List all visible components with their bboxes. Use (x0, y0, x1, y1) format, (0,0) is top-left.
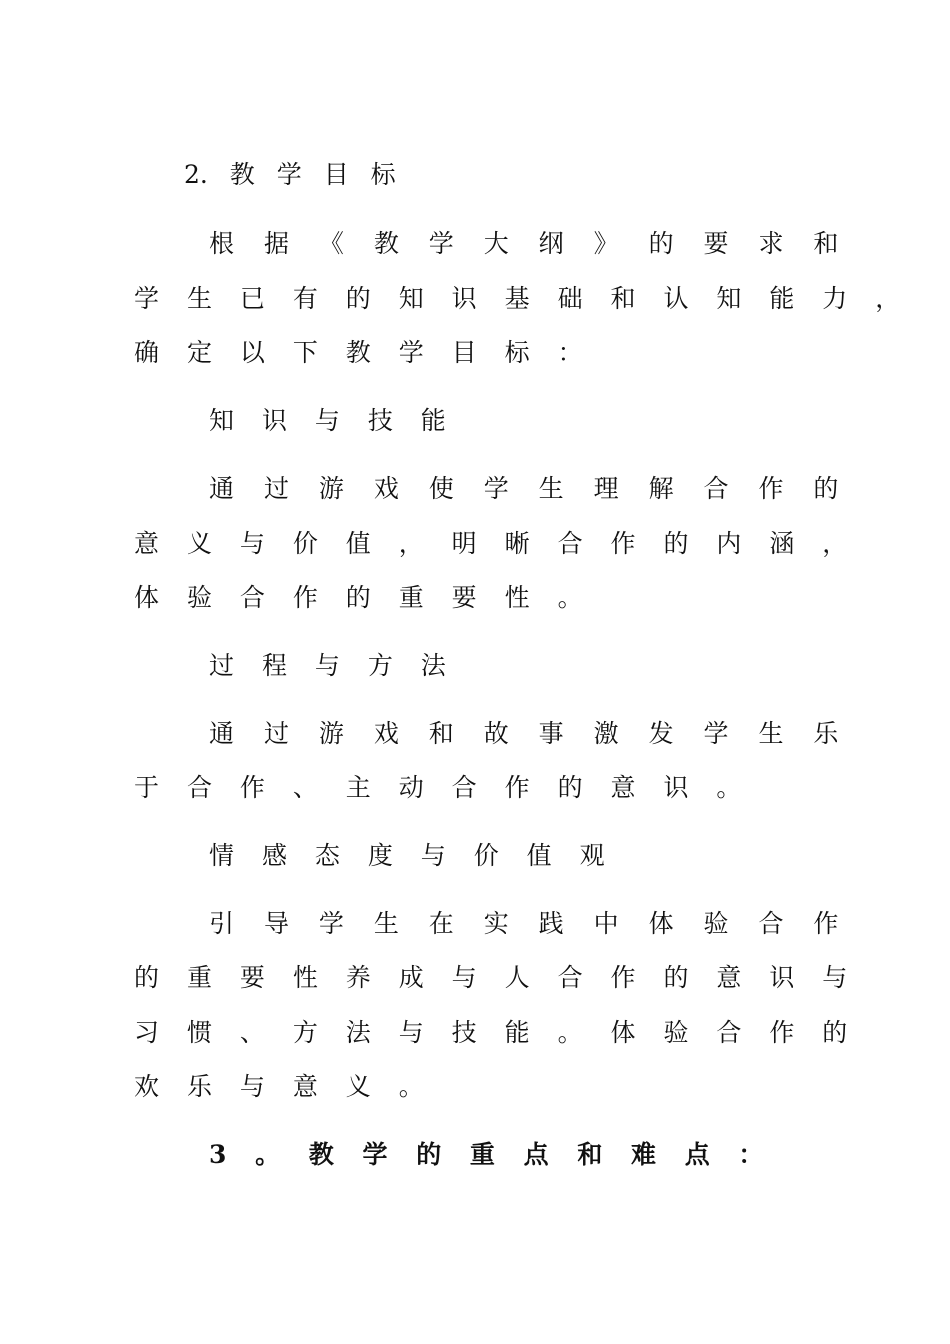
paragraph-line: 的 重 要 性 养 成 与 人 合 作 的 意 识 与 (134, 963, 848, 992)
section-heading-key-points: 3 。 教 学 的 重 点 和 难 点 ： (209, 1140, 764, 1169)
paragraph-line: 意 义 与 价 值 ， 明 晰 合 作 的 内 涵 ， (134, 529, 848, 558)
paragraph-line: 欢 乐 与 意 义 。 (134, 1072, 424, 1101)
paragraph-line: 通 过 游 戏 使 学 生 理 解 合 作 的 (209, 474, 839, 503)
subheading-knowledge-skills: 知 识 与 技 能 (209, 406, 446, 435)
subheading-process-methods: 过 程 与 方 法 (209, 651, 446, 680)
paragraph-line: 学 生 已 有 的 知 识 基 础 和 认 知 能 力 ， (134, 284, 901, 313)
paragraph-line: 习 惯 、 方 法 与 技 能 。 体 验 合 作 的 (134, 1018, 848, 1047)
paragraph-line: 体 验 合 作 的 重 要 性 。 (134, 583, 583, 612)
paragraph-line: 确 定 以 下 教 学 目 标 ： (134, 338, 583, 367)
paragraph-line: 于 合 作 、 主 动 合 作 的 意 识 。 (134, 773, 742, 802)
paragraph-line: 引 导 学 生 在 实 践 中 体 验 合 作 (209, 909, 839, 938)
subheading-attitude-values: 情 感 态 度 与 价 值 观 (209, 841, 605, 870)
section-heading-teaching-goals: 2. 教 学 目 标 (184, 160, 396, 189)
paragraph-line: 通 过 游 戏 和 故 事 激 发 学 生 乐 (209, 719, 839, 748)
paragraph-line: 根 据 《 教 学 大 纲 》 的 要 求 和 (209, 229, 839, 258)
